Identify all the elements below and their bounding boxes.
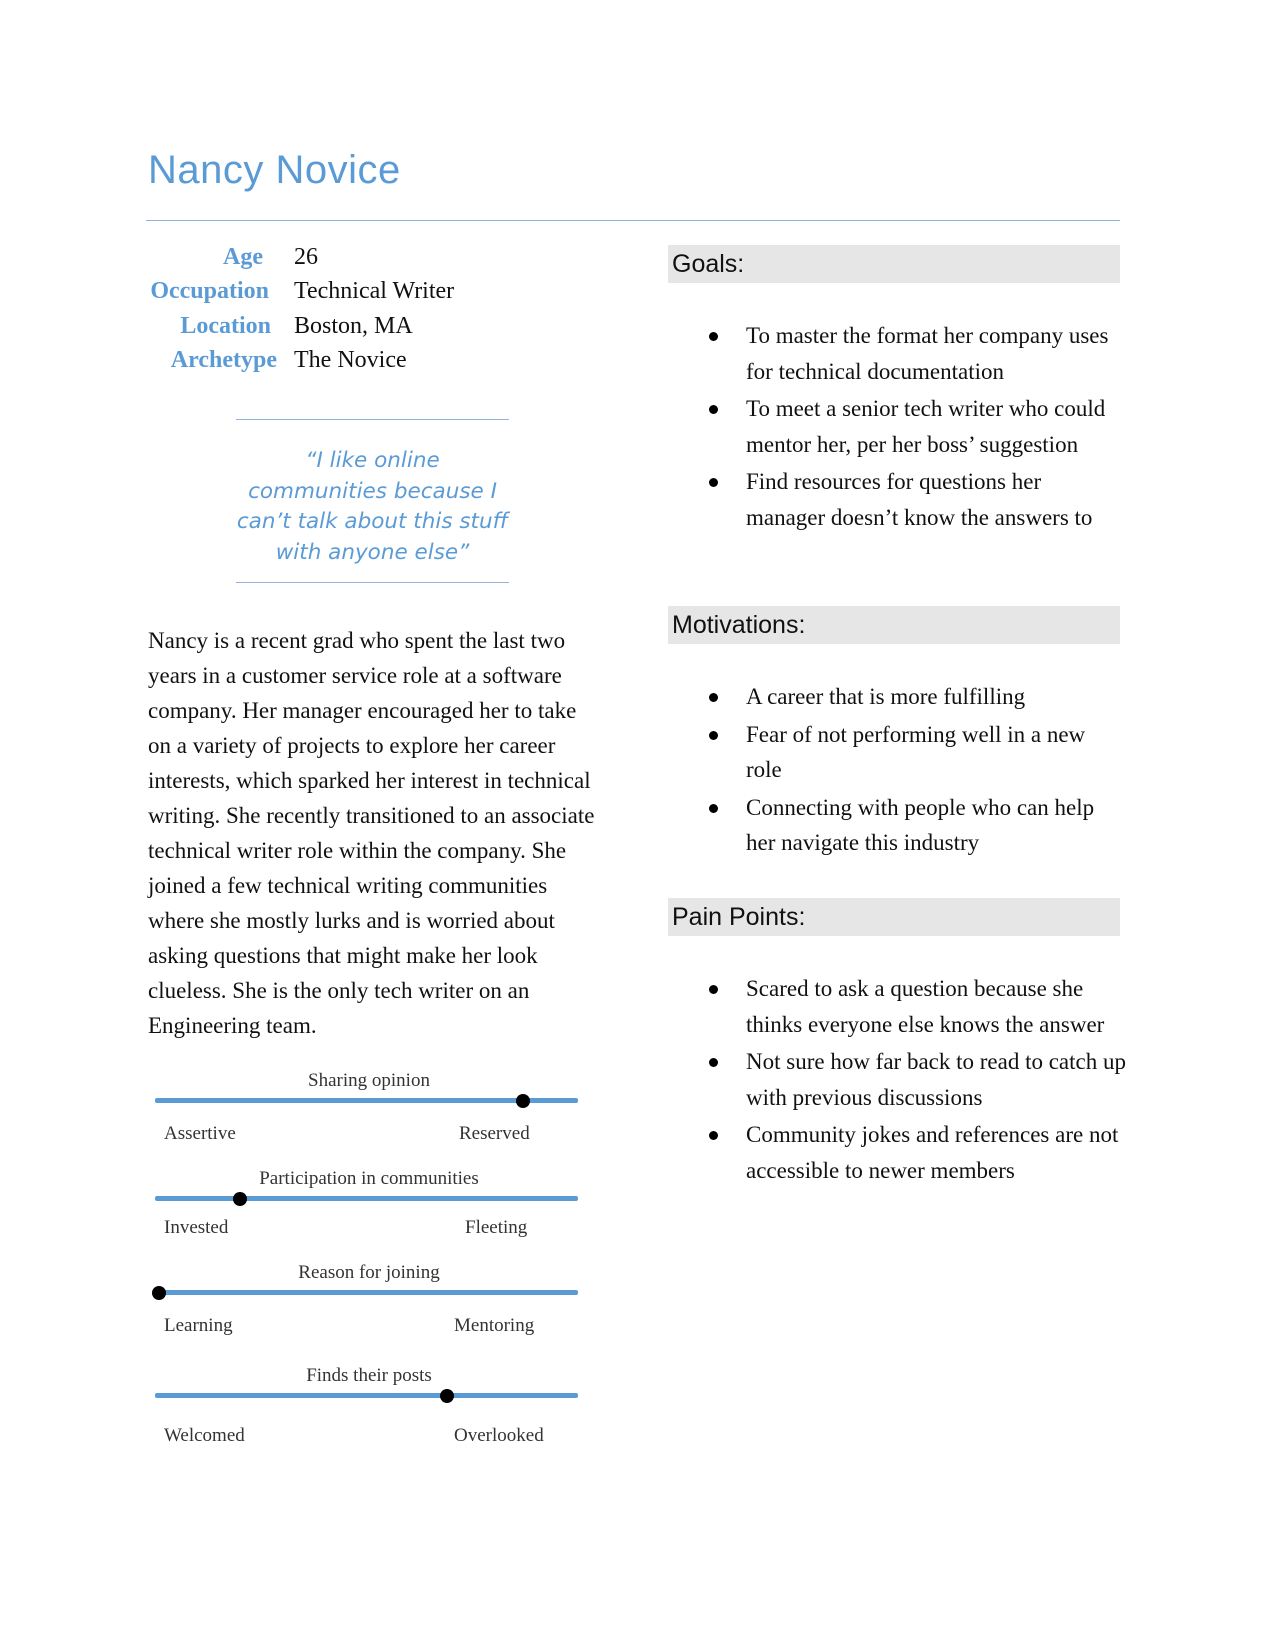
- list-item-text: Scared to ask a question because she thinks everyone else knows the answer: [746, 976, 1105, 1037]
- occupation-label: Occupation: [150, 278, 269, 304]
- list-item: [706, 318, 1126, 389]
- slider-track: [155, 1196, 578, 1201]
- list-item: [706, 971, 1126, 1042]
- slider-title: Sharing opinion: [308, 1070, 430, 1091]
- page-title: Nancy Novice: [148, 148, 401, 192]
- motivations-heading: Motivations:: [668, 606, 1120, 644]
- location-label: Location: [180, 313, 271, 339]
- list-item-text: Community jokes and references are not accessible to newer members: [746, 1122, 1119, 1183]
- archetype-label: Archetype: [170, 347, 277, 373]
- slider-title: Reason for joining: [298, 1262, 440, 1283]
- goals-list: [706, 318, 1126, 537]
- occupation-value: Technical Writer: [294, 278, 455, 304]
- goals-heading: Goals:: [668, 245, 1120, 283]
- list-item: [706, 679, 1126, 715]
- motivations-list: [706, 679, 1126, 863]
- slider-track: [155, 1393, 578, 1398]
- age-label: Age: [223, 244, 263, 270]
- bullet-icon: [709, 478, 718, 487]
- persona-quote: “I like online communities because I can’t talk about this stuff with anyone else”: [236, 448, 509, 565]
- list-item-text: A career that is more fulfilling: [746, 684, 1026, 709]
- slider-right-label: Overlooked: [454, 1425, 544, 1446]
- list-item-text: To meet a senior tech writer who could mentor her, per her boss’ suggestion: [746, 396, 1106, 457]
- bullet-icon: [709, 332, 718, 341]
- pain-points-list: [706, 971, 1126, 1190]
- slider-track: [155, 1098, 578, 1103]
- pain-points-heading: Pain Points:: [668, 898, 1120, 936]
- slider-right-label: Mentoring: [454, 1315, 535, 1336]
- slider-marker: [152, 1286, 166, 1300]
- persona-bio: Nancy is a recent grad who spent the last two years in a customer service role at a software company. Her manager encouraged her to take on a variety of projects to explore her career interests, which sparked her interest in technical writing. She recently transitioned to an associate technical writer role within the company. She joined a few technical writing communities where she mostly lurks and is worried about asking questions that might make her look clueless. She is the only tech writer on an Engineering team.: [148, 628, 595, 1038]
- slider-title: Finds their posts: [306, 1365, 432, 1386]
- bullet-icon: [709, 693, 718, 702]
- list-item-text: Find resources for questions her manager doesn’t know the answers to: [746, 469, 1093, 530]
- bullet-icon: [709, 1131, 718, 1140]
- quote-top-divider: [236, 419, 509, 420]
- age-value: 26: [294, 244, 318, 270]
- list-item: [706, 464, 1126, 535]
- list-item-text: Connecting with people who can help her navigate this industry: [746, 794, 1095, 855]
- list-item: [706, 1044, 1126, 1115]
- slider-right-label: Fleeting: [465, 1217, 528, 1238]
- slider-left-label: Learning: [164, 1315, 233, 1336]
- slider-left-label: Welcomed: [164, 1425, 245, 1446]
- quote-bottom-divider: [236, 582, 509, 583]
- slider-track: [155, 1290, 578, 1295]
- list-item: [706, 790, 1126, 861]
- slider-marker: [440, 1389, 454, 1403]
- slider-left-label: Invested: [164, 1217, 229, 1238]
- list-item-text: Not sure how far back to read to catch up with previous discussions: [746, 1049, 1126, 1110]
- slider-title: Participation in communities: [259, 1168, 479, 1189]
- slider-marker: [516, 1094, 530, 1108]
- slider-left-label: Assertive: [164, 1123, 236, 1144]
- bullet-icon: [709, 985, 718, 994]
- title-divider: [146, 220, 1120, 221]
- list-item: [706, 1117, 1126, 1188]
- list-item-text: Fear of not performing well in a new role: [746, 721, 1086, 782]
- bullet-icon: [709, 804, 718, 813]
- bullet-icon: [709, 405, 718, 414]
- bullet-icon: [709, 1058, 718, 1067]
- list-item: [706, 717, 1126, 788]
- bullet-icon: [709, 731, 718, 740]
- slider-right-label: Reserved: [459, 1123, 530, 1144]
- list-item: [706, 391, 1126, 462]
- location-value: Boston, MA: [294, 313, 413, 339]
- slider-marker: [233, 1192, 247, 1206]
- list-item-text: To master the format her company uses for technical documentation: [746, 323, 1109, 384]
- archetype-value: The Novice: [294, 347, 407, 373]
